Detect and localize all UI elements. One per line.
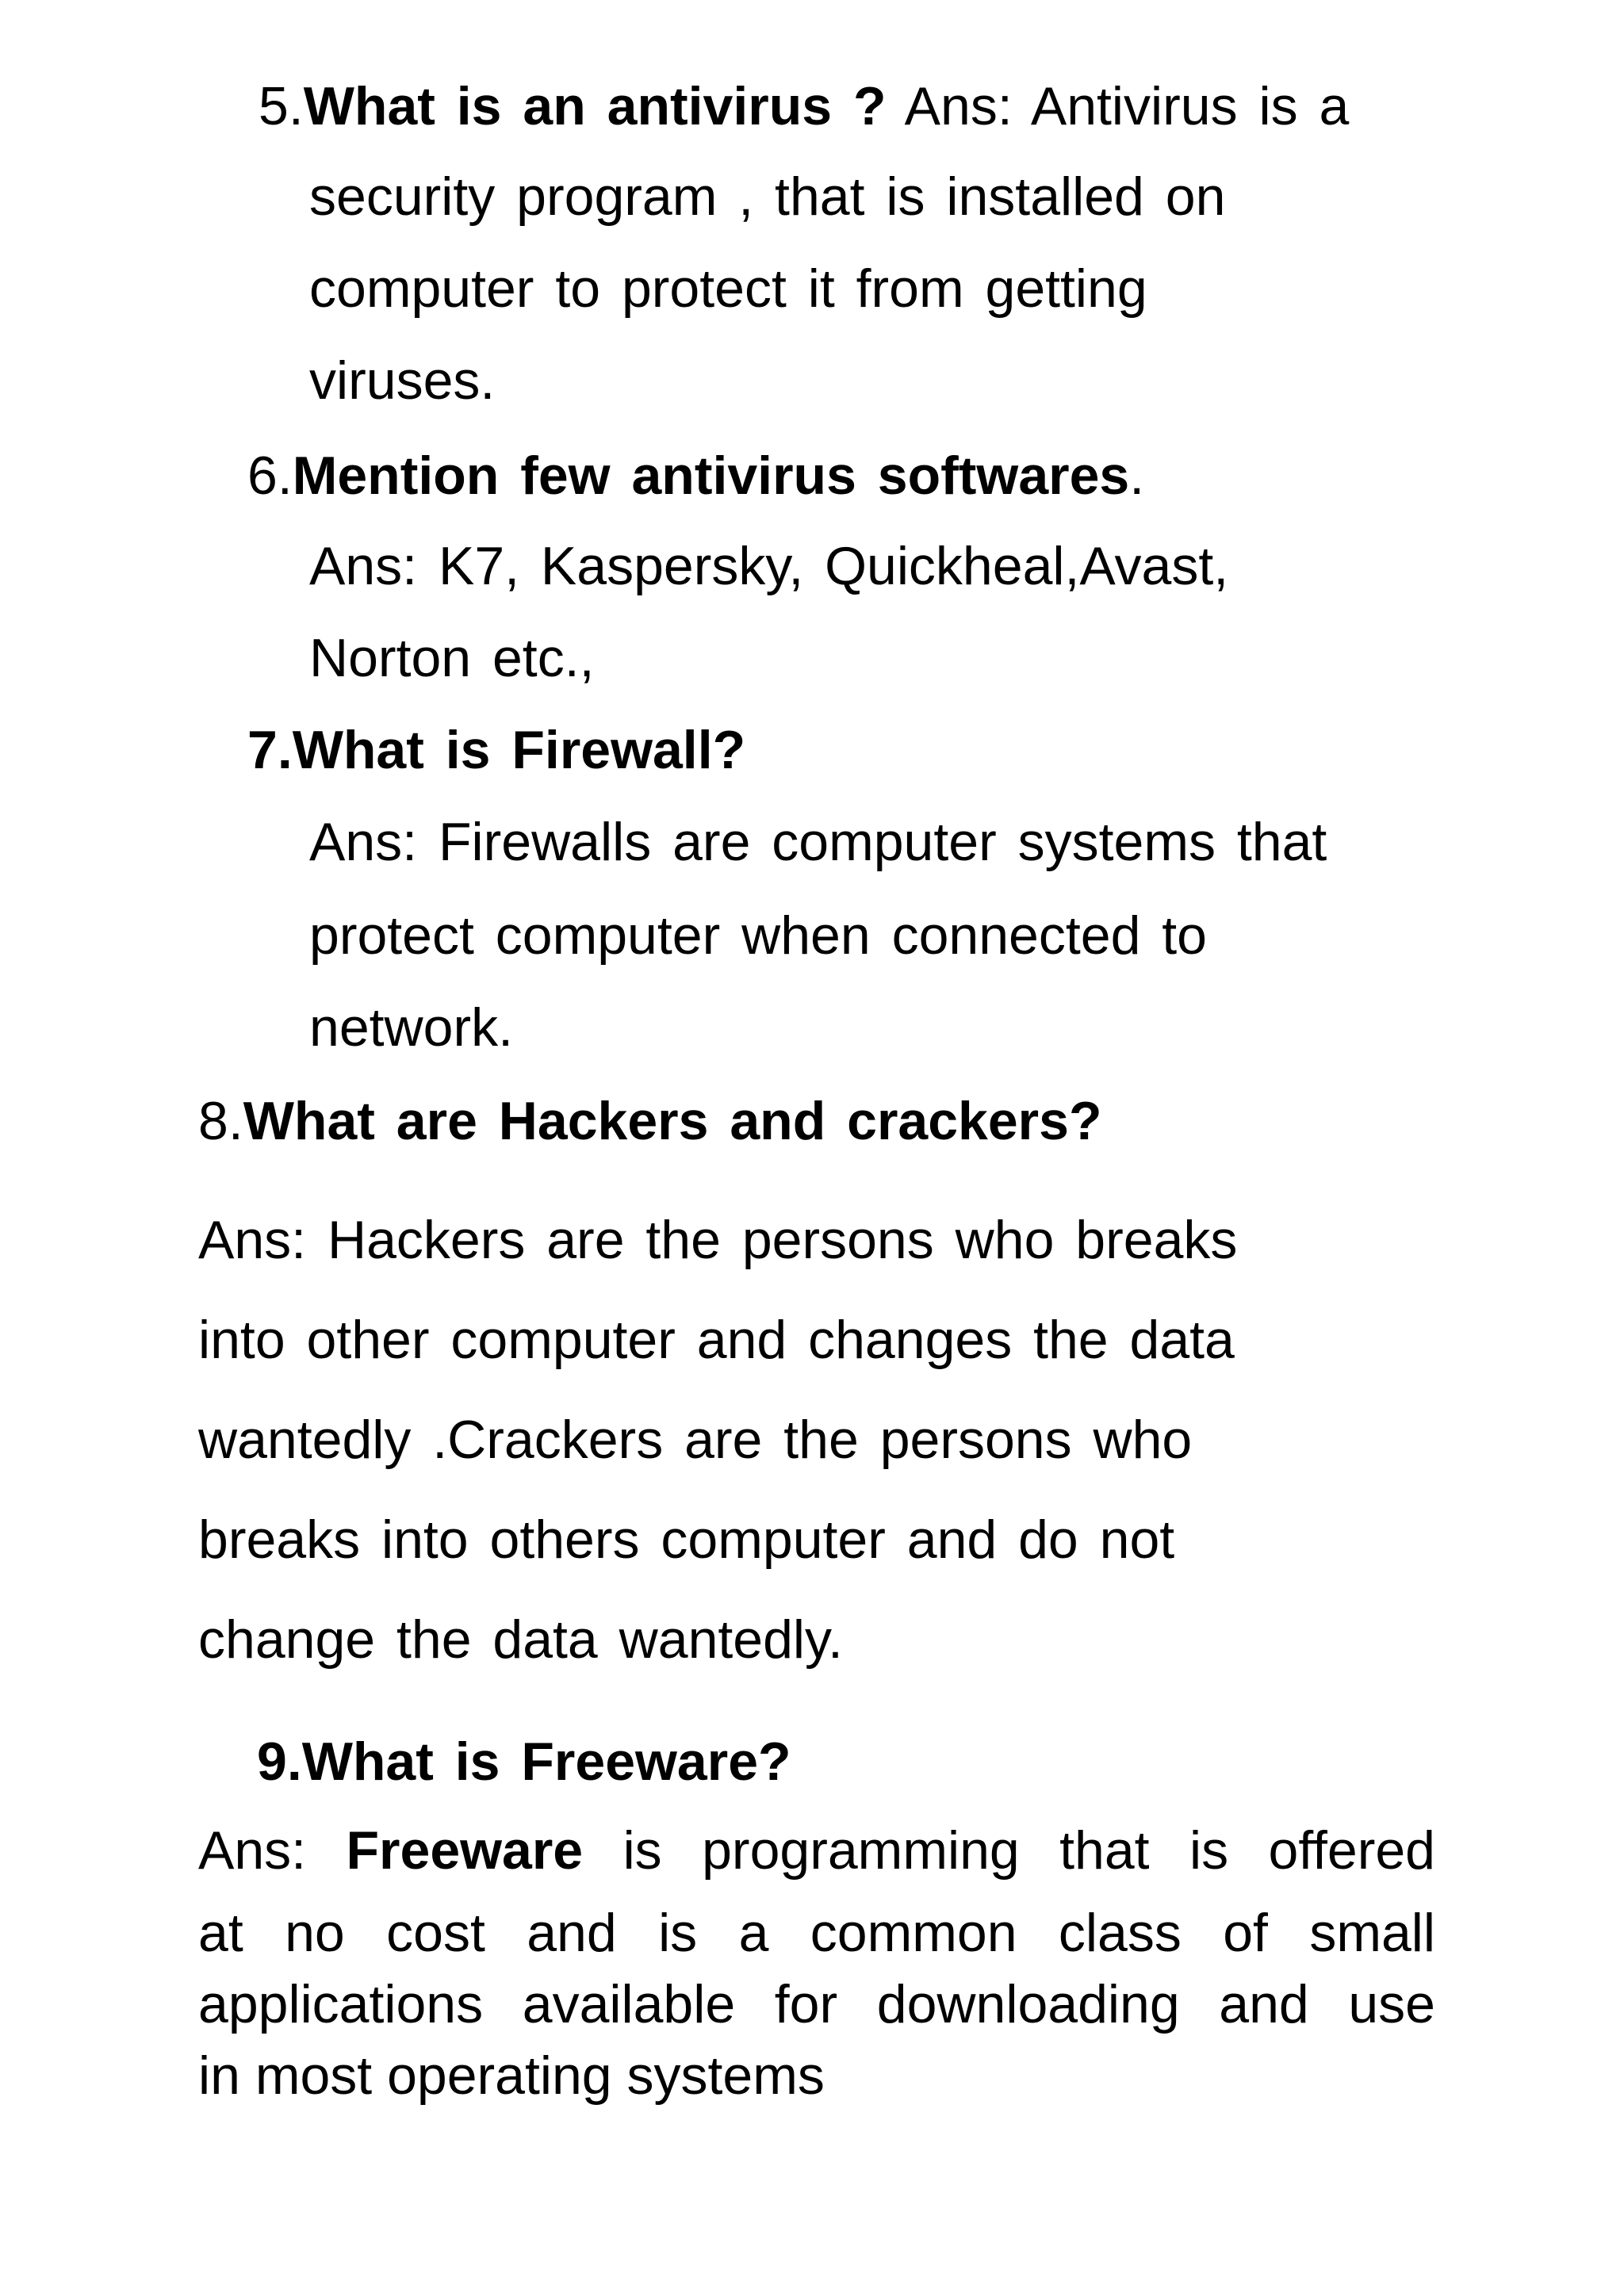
q5-heading: [259, 76, 1350, 136]
q5-answer-line: computer to protect it from getting: [309, 258, 1147, 319]
q9-question: 9.What is Freeware?: [257, 1732, 791, 1792]
q8-question: What are Hackers and crackers?: [243, 1091, 1102, 1151]
q9-answer-line: in most operating systems: [198, 2045, 825, 2106]
q6-trailing-period: .: [1129, 446, 1145, 506]
q8-answer-line: into other computer and changes the data: [198, 1310, 1235, 1370]
q7-answer-line: protect computer when connected to: [309, 905, 1207, 966]
q9-answer-term: Freeware: [346, 1820, 584, 1881]
q9-answer-line: applications available for downloading and use: [198, 1974, 1435, 2034]
q7-heading: [247, 720, 746, 780]
q5-number: 5.: [259, 76, 304, 136]
q8-heading: [198, 1091, 1102, 1151]
q6-number: 6.: [247, 446, 293, 506]
q9-answer-line: at no cost and is a common class of small: [198, 1903, 1435, 1963]
q9-answer-first-line: [198, 1820, 1435, 1881]
q6-answer-line: Norton etc.,: [309, 628, 595, 688]
q6-heading: [247, 446, 1145, 506]
q9-heading: [257, 1732, 791, 1792]
q5-answer-line: security program , that is installed on: [309, 166, 1226, 227]
q7-answer-line: network.: [309, 997, 513, 1058]
q8-answer-line: breaks into others computer and do not: [198, 1510, 1175, 1570]
q5-answer-line: viruses.: [309, 350, 496, 411]
q9-answer-prefix: Ans:: [198, 1820, 347, 1881]
q5-question: What is an antivirus ?: [303, 76, 887, 136]
q9-answer-rest: is programming that is offered: [583, 1820, 1435, 1881]
q8-answer-line: wantedly .Crackers are the persons who: [198, 1410, 1193, 1470]
q5-answer-start: Ans: Antivirus is a: [886, 76, 1350, 136]
q6-answer-line: Ans: K7, Kaspersky, Quickheal,Avast,: [309, 536, 1229, 596]
q7-question: 7.What is Firewall?: [247, 720, 746, 780]
q8-answer-line: change the data wantedly.: [198, 1609, 843, 1670]
q8-number: 8.: [198, 1091, 243, 1151]
q8-answer-line: Ans: Hackers are the persons who breaks: [198, 1210, 1238, 1270]
q7-answer-line: Ans: Firewalls are computer systems that: [309, 812, 1327, 872]
q6-question: Mention few antivirus softwares: [292, 446, 1130, 506]
